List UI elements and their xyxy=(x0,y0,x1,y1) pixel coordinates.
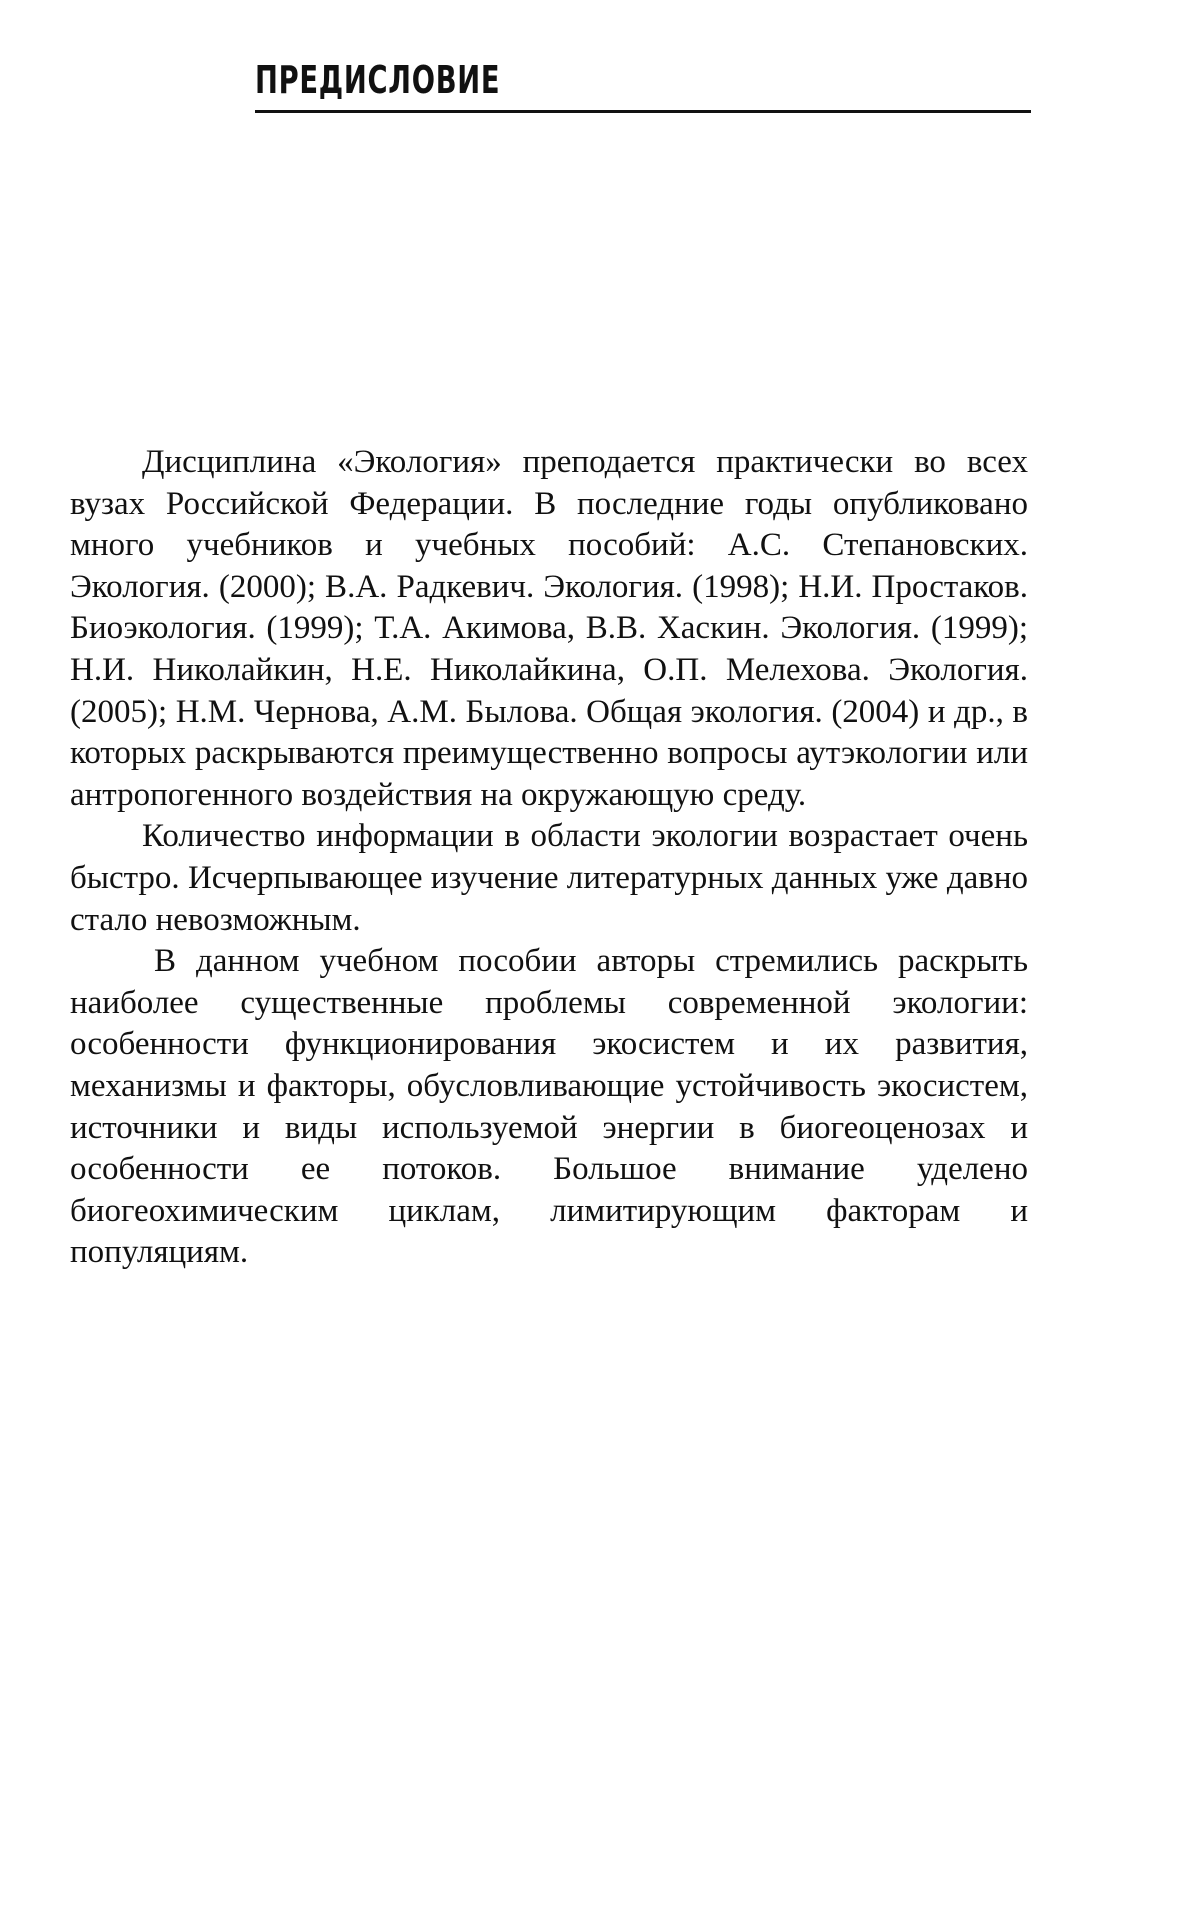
section-title: ПРЕДИСЛОВИЕ xyxy=(255,58,501,102)
title-underline xyxy=(255,110,1031,113)
heading-block xyxy=(255,52,1031,113)
paragraph-2: Количество информации в области экологии возрастает очень быстро. Исчерпывающее изучение литературных данных уже давно стало невозможным. xyxy=(70,818,1028,938)
body-text xyxy=(70,442,1028,1274)
paragraph-1: Дисциплина «Экология» преподается практически во всех вузах Российской Федерации. В последние годы опубликовано много учебников и учебных пособий: А.С. Степановских. Экология. (2000); В.А. Радкевич. Экология. (1998); Н.И. Простаков. Биоэкология. (1999); Т.А. Акимова, В.В. Хаскин. Экология. (1999); Н.И. Николайкин, Н.Е. Николайкина, О.П. Мелехова. Экология. (2005); Н.М. Чернова, А.М. Былова. Общая экология. (2004) и др., в которых раскрываются преимущественно вопросы аутэкологии или антропогенного воздействия на окружающую среду. xyxy=(70,444,1028,813)
paragraph-3: В данном учебном пособии авторы стремились раскрыть наиболее существенные проблемы современной экологии: особенности функционирования экосистем и их развития, механизмы и факторы, обусловливающие устойчивость экосистем, источники и виды используемой энергии в биогеоценозах и особенности ее потоков. Большое внимание уделено биогеохимическим циклам, лимитирующим факторам и популяциям. xyxy=(70,943,1028,1271)
